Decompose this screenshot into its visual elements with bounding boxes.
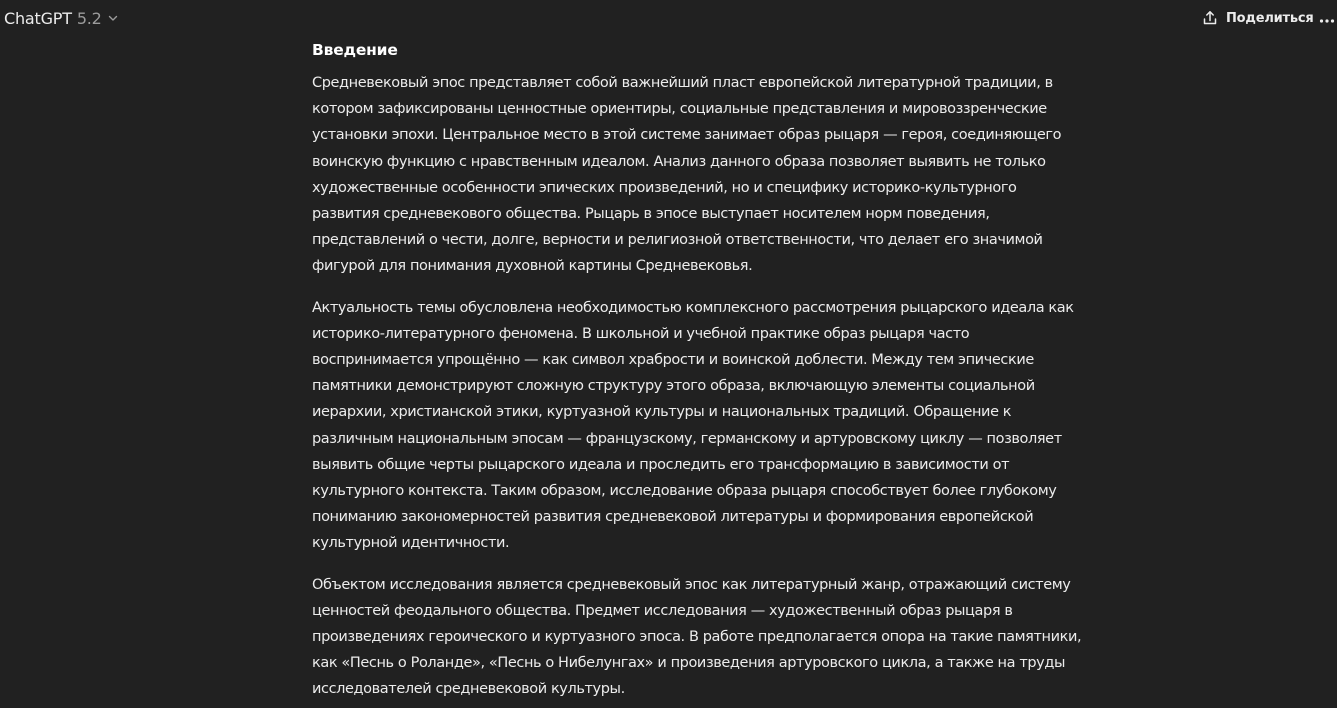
text-line: представлений о чести, долге, верности и религиозной ответственности, что делает его значимой <box>312 232 1043 249</box>
text-line: памятники демонстрируют сложную структуру этого образа, включающую элементы социальной <box>312 378 1035 395</box>
text-line: произведениях героического и куртуазного эпоса. В работе предполагается опора на такие памятники, <box>312 629 1082 646</box>
text-line: выявить общие черты рыцарского идеала и проследить его трансформацию в зависимости от <box>312 456 1010 473</box>
text-line: художественные особенности эпических произведений, но и специфику историко-культурного <box>312 179 1017 196</box>
text-line: ценностей феодального общества. Предмет исследования — художественный образ рыцаря в <box>312 602 1013 619</box>
share-label: Поделиться <box>1226 10 1314 26</box>
text-line: котором зафиксированы ценностные ориентиры, социальные представления и мировоззренческие <box>312 101 1047 118</box>
text-line: культурного контекста. Таким образом, исследование образа рыцаря способствует более глубокому <box>312 483 1057 500</box>
text-line: Актуальность темы обусловлена необходимостью комплексного рассмотрения рыцарского идеала как <box>312 299 1074 316</box>
text-line: как «Песнь о Роланде», «Песнь о Нибелунгах» и произведения артуровского цикла, а также на труды <box>312 655 1066 672</box>
share-button[interactable] <box>1201 6 1314 30</box>
paragraph-relevance <box>312 295 1074 557</box>
top-bar <box>0 0 1337 36</box>
model-name: ChatGPT <box>4 8 72 28</box>
text-line: фигурой для понимания духовной картины Средневековья. <box>312 258 753 275</box>
text-line: исследователей средневековой культуры. <box>312 681 625 698</box>
chevron-down-icon <box>107 12 119 24</box>
text-line: воинскую функцию с нравственным идеалом. Анализ данного образа позволяет выявить не только <box>312 153 1046 170</box>
paragraph-introduction <box>312 70 1062 280</box>
text-line: различным национальным эпосам — французскому, германскому и артуровскому циклу — позволяет <box>312 430 1062 447</box>
text-line: Средневековый эпос представляет собой важнейший пласт европейской литературной традиции, в <box>312 75 1053 91</box>
paragraph-object-of-study <box>312 572 1082 703</box>
text-line: развития средневекового общества. Рыцарь в эпосе выступает носителем норм поведения, <box>312 206 990 223</box>
model-switcher-button[interactable] <box>4 6 119 30</box>
share-icon <box>1201 9 1219 27</box>
model-version: 5.2 <box>76 8 102 28</box>
text-line: Объектом исследования является средневековый эпос как литературный жанр, отражающий систему <box>312 576 1071 593</box>
text-line: воспринимается упрощённо — как символ храбрости и воинской доблести. Между тем эпические <box>312 352 1034 369</box>
more-options-button[interactable] <box>1318 8 1336 28</box>
ellipsis-icon <box>1319 9 1335 28</box>
text-line: историко-литературного феномена. В школьной и учебной практике образ рыцаря часто <box>312 325 970 342</box>
text-line: установки эпохи. Центральное место в этой системе занимает образ рыцаря — героя, соединяющего <box>312 127 1062 144</box>
assistant-message <box>312 39 1082 703</box>
text-line: культурной идентичности. <box>312 535 510 552</box>
text-line: иерархии, христианской этики, куртуазной культуры и национальных традиций. Обращение к <box>312 404 1012 421</box>
text-line: пониманию закономерностей развития средневековой литературы и формирования европейской <box>312 509 1034 526</box>
section-heading: Введение <box>312 41 398 59</box>
